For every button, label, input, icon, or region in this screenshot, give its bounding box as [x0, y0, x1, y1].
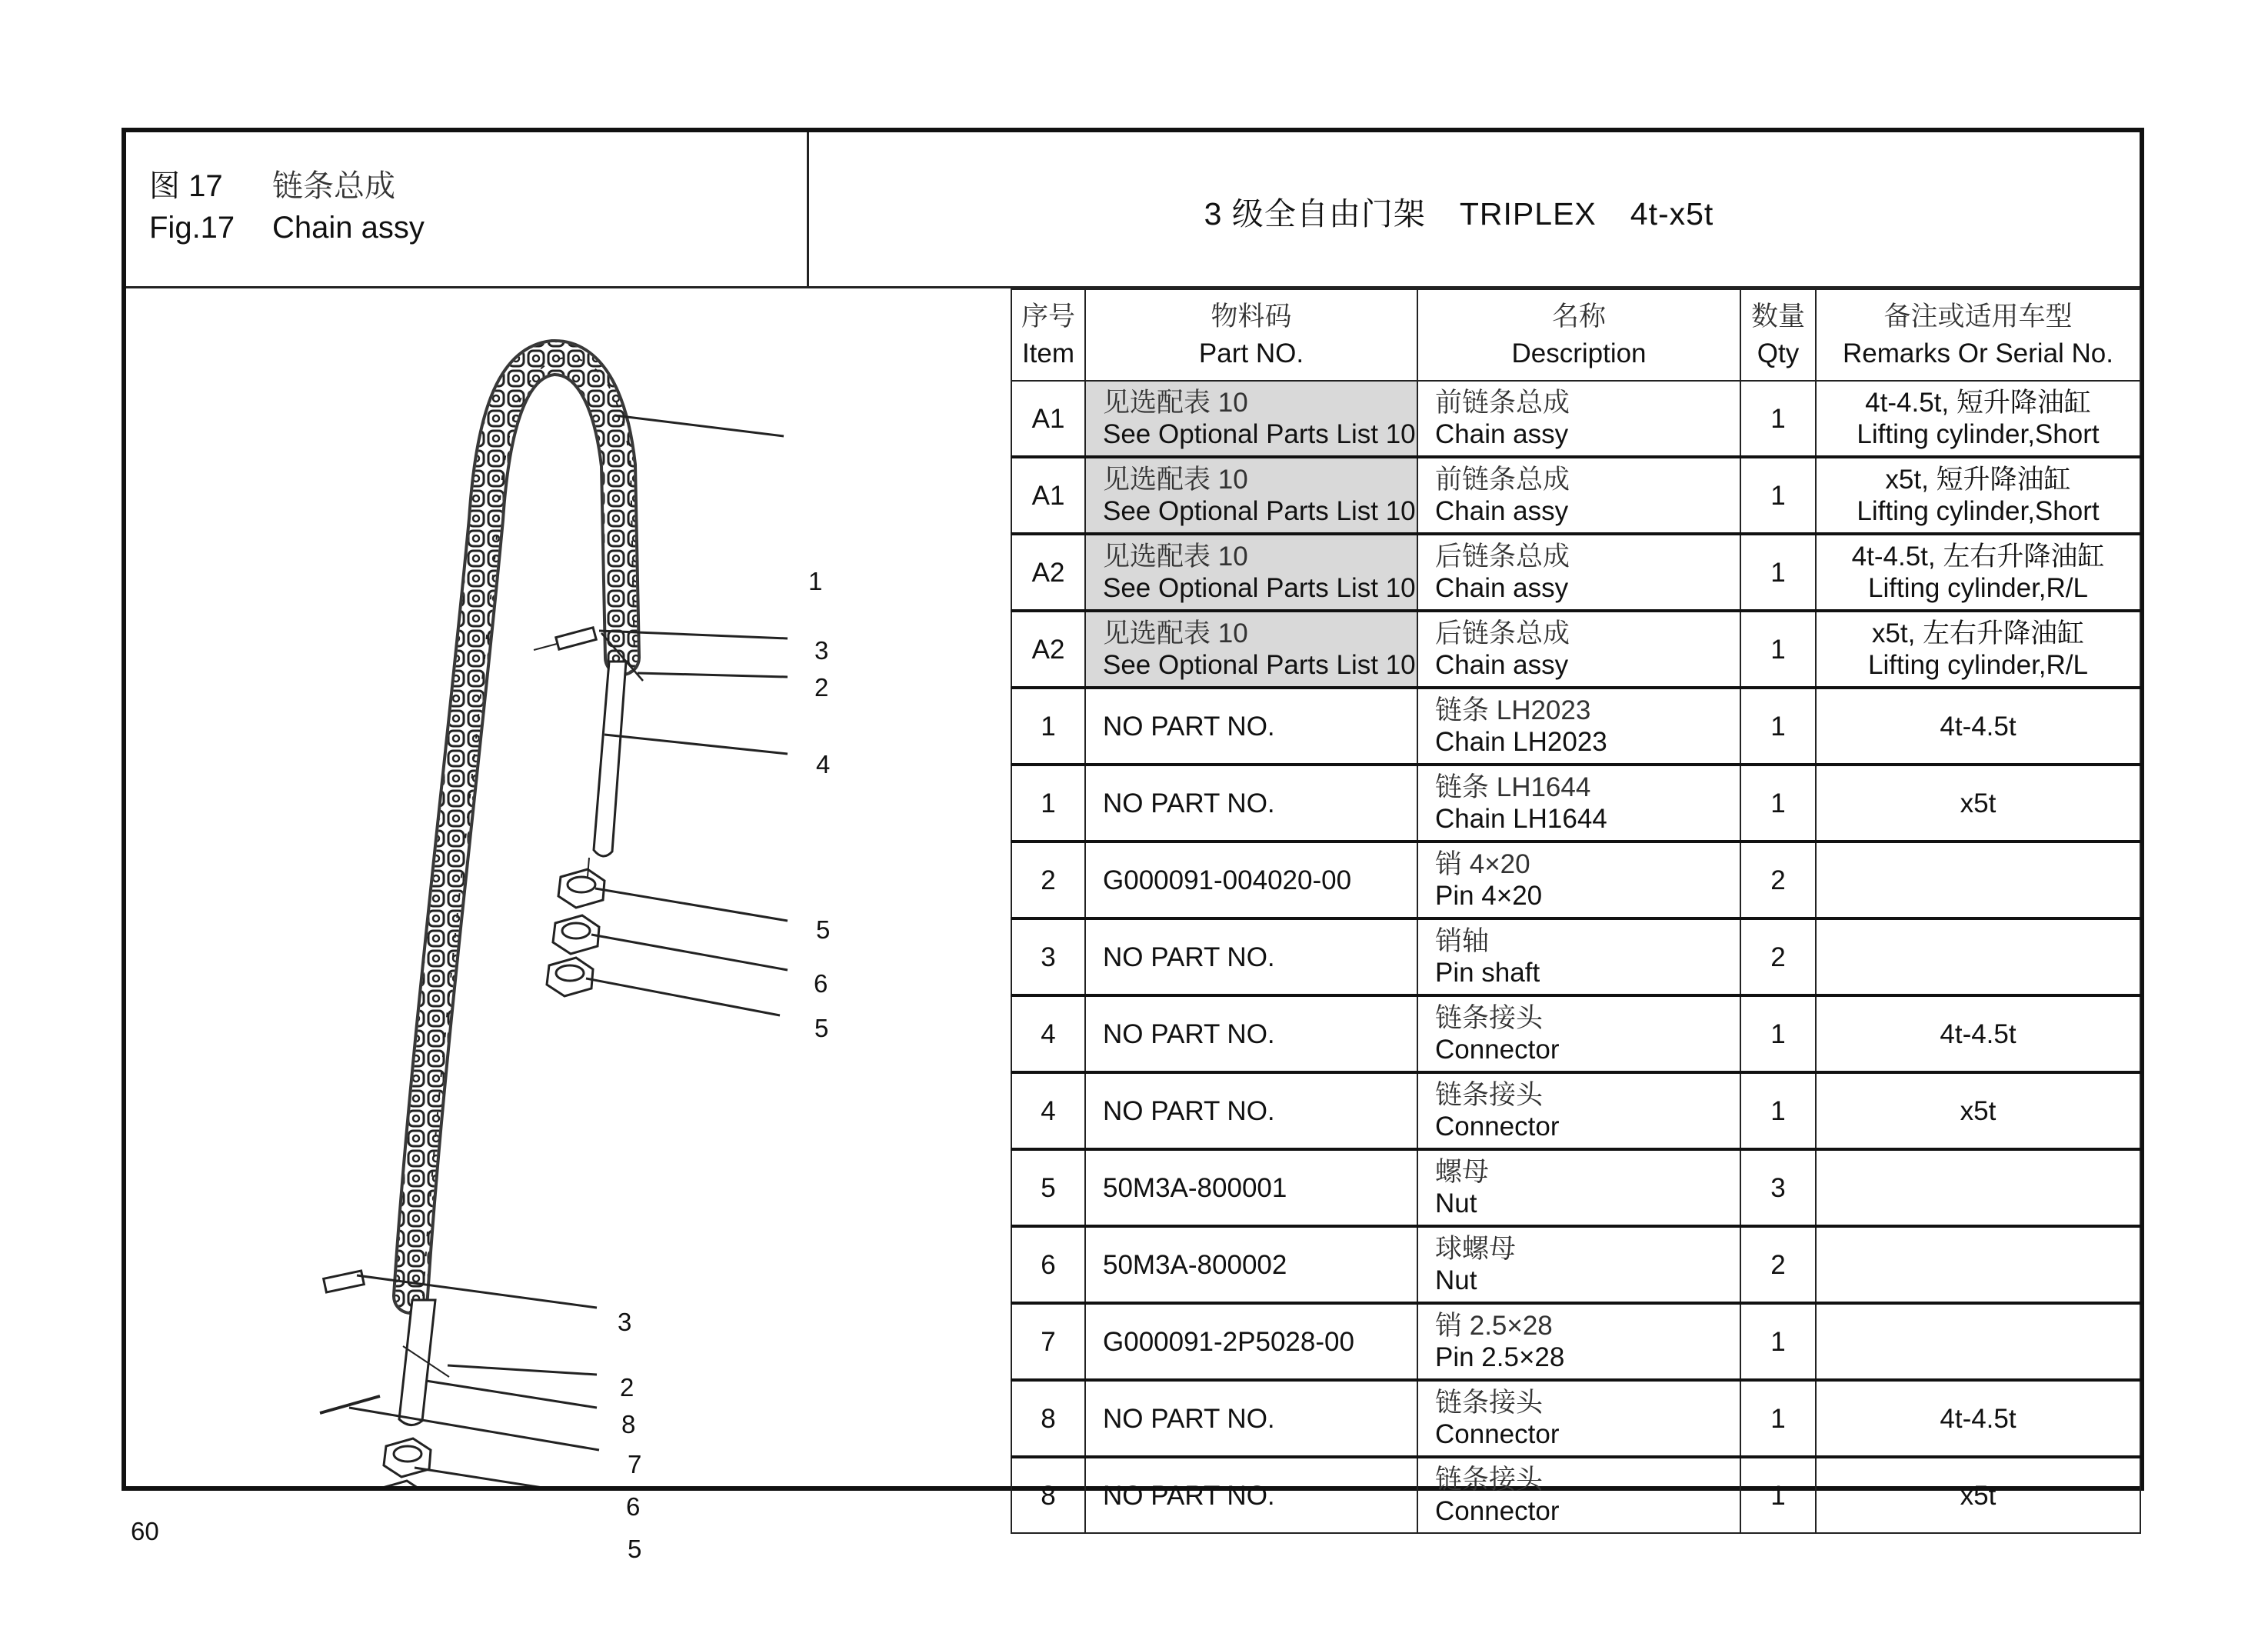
cell-item: A2 [1011, 534, 1085, 611]
cell-remarks: x5t, 短升降油缸 Lifting cylinder,Short [1816, 457, 2140, 534]
cell-part-no: 见选配表 10 See Optional Parts List 10 [1085, 611, 1417, 688]
cell-description: 链条接头 Connector [1417, 1457, 1740, 1533]
callout-5-lower: 5 [628, 1535, 642, 1563]
table-row [1011, 842, 2140, 918]
cell-part-no: 50M3A-800002 [1085, 1226, 1417, 1303]
cell-qty: 1 [1740, 1380, 1816, 1457]
callout-5a: 5 [816, 915, 831, 944]
cell-qty: 3 [1740, 1149, 1816, 1226]
cell-part-no: 见选配表 10 See Optional Parts List 10 [1085, 534, 1417, 611]
col-header-qty: 数量 Qty [1740, 289, 1816, 381]
cell-description: 销 2.5×28 Pin 2.5×28 [1417, 1303, 1740, 1380]
cell-item: 3 [1011, 918, 1085, 995]
cell-part-no: NO PART NO. [1085, 1457, 1417, 1533]
chain-assembly-drawing-icon [126, 288, 1011, 1486]
cell-part-no: NO PART NO. [1085, 1380, 1417, 1457]
callout-2: 2 [814, 673, 829, 702]
cell-part-no: G000091-2P5028-00 [1085, 1303, 1417, 1380]
callout-3: 3 [814, 636, 829, 665]
cell-remarks: x5t [1816, 1457, 2140, 1533]
cell-qty: 1 [1740, 534, 1816, 611]
table-row [1011, 1149, 2140, 1226]
cell-description: 前链条总成 Chain assy [1417, 381, 1740, 457]
cell-qty: 1 [1740, 381, 1816, 457]
cell-remarks: 4t-4.5t, 短升降油缸 Lifting cylinder,Short [1816, 381, 2140, 457]
callout-5b: 5 [814, 1014, 829, 1042]
cell-remarks [1816, 842, 2140, 918]
cell-item: 5 [1011, 1149, 1085, 1226]
figure-number-en: Fig.17 [149, 211, 235, 245]
cell-part-no: NO PART NO. [1085, 688, 1417, 765]
callout-3-lower: 3 [618, 1308, 632, 1336]
callout-4: 4 [816, 750, 831, 778]
parts-list-table [1011, 288, 2141, 1534]
cell-item: 8 [1011, 1457, 1085, 1533]
cell-qty: 1 [1740, 457, 1816, 534]
cell-item: A1 [1011, 381, 1085, 457]
cell-part-no: NO PART NO. [1085, 765, 1417, 842]
model-range: 4t-x5t [1630, 195, 1714, 232]
cell-item: 7 [1011, 1303, 1085, 1380]
model-title [1204, 188, 1714, 234]
cell-remarks: x5t [1816, 1072, 2140, 1149]
table-row [1011, 1457, 2140, 1533]
cell-part-no: NO PART NO. [1085, 1072, 1417, 1149]
table-row [1011, 534, 2140, 611]
cell-qty: 1 [1740, 765, 1816, 842]
cell-remarks: 4t-4.5t [1816, 1380, 2140, 1457]
col-header-part-no: 物料码 Part NO. [1085, 289, 1417, 381]
cell-remarks: x5t, 左右升降油缸 Lifting cylinder,R/L [1816, 611, 2140, 688]
table-header-row [1011, 289, 2140, 381]
cell-description: 销 4×20 Pin 4×20 [1417, 842, 1740, 918]
table-row [1011, 688, 2140, 765]
cell-part-no: G000091-004020-00 [1085, 842, 1417, 918]
cell-description: 链条接头 Connector [1417, 1380, 1740, 1457]
model-name-cn: 3 级全自由门架 [1204, 195, 1426, 232]
cell-qty: 2 [1740, 842, 1816, 918]
figure-name-en: Chain assy [272, 211, 425, 245]
table-row [1011, 1380, 2140, 1457]
cell-remarks: 4t-4.5t [1816, 688, 2140, 765]
callout-6a: 6 [814, 969, 828, 998]
page-number: 60 [131, 1517, 159, 1545]
cell-remarks [1816, 1226, 2140, 1303]
table-row [1011, 1072, 2140, 1149]
cell-remarks [1816, 1303, 2140, 1380]
cell-part-no: 见选配表 10 See Optional Parts List 10 [1085, 457, 1417, 534]
cell-part-no: 50M3A-800001 [1085, 1149, 1417, 1226]
col-header-remarks: 备注或适用车型 Remarks Or Serial No. [1816, 289, 2140, 381]
callout-1: 1 [808, 567, 823, 595]
cell-item: 2 [1011, 842, 1085, 918]
cell-remarks [1816, 1149, 2140, 1226]
cell-part-no: NO PART NO. [1085, 995, 1417, 1072]
figure-title-en [149, 211, 425, 245]
cell-description: 链条 LH2023 Chain LH2023 [1417, 688, 1740, 765]
cell-description: 后链条总成 Chain assy [1417, 611, 1740, 688]
figure-number-cn: 图 17 [149, 169, 223, 203]
callout-7-lower: 7 [628, 1450, 642, 1478]
col-header-item: 序号 Item [1011, 289, 1085, 381]
cell-description: 销轴 Pin shaft [1417, 918, 1740, 995]
table-row [1011, 381, 2140, 457]
model-type: TRIPLEX [1459, 195, 1597, 232]
cell-description: 链条 LH1644 Chain LH1644 [1417, 765, 1740, 842]
cell-item: 6 [1011, 1226, 1085, 1303]
table-row [1011, 1303, 2140, 1380]
table-row [1011, 995, 2140, 1072]
cell-item: 8 [1011, 1380, 1085, 1457]
cell-qty: 1 [1740, 1457, 1816, 1533]
figure-title-cn [149, 162, 395, 205]
cell-item: 1 [1011, 765, 1085, 842]
cell-item: 4 [1011, 1072, 1085, 1149]
table-row [1011, 765, 2140, 842]
table-row [1011, 918, 2140, 995]
cell-qty: 1 [1740, 1072, 1816, 1149]
cell-description: 链条接头 Connector [1417, 995, 1740, 1072]
cell-item: 4 [1011, 995, 1085, 1072]
cell-item: 1 [1011, 688, 1085, 765]
cell-qty: 1 [1740, 995, 1816, 1072]
cell-item: A1 [1011, 457, 1085, 534]
callout-6-lower: 6 [626, 1492, 641, 1521]
model-title-block [809, 132, 2140, 288]
cell-part-no: 见选配表 10 See Optional Parts List 10 [1085, 381, 1417, 457]
cell-description: 螺母 Nut [1417, 1149, 1740, 1226]
cell-description: 前链条总成 Chain assy [1417, 457, 1740, 534]
figure-title-block [126, 132, 809, 288]
cell-description: 链条接头 Connector [1417, 1072, 1740, 1149]
cell-description: 球螺母 Nut [1417, 1226, 1740, 1303]
cell-qty: 1 [1740, 688, 1816, 765]
cell-qty: 1 [1740, 1303, 1816, 1380]
cell-description: 后链条总成 Chain assy [1417, 534, 1740, 611]
col-header-description: 名称 Description [1417, 289, 1740, 381]
cell-qty: 2 [1740, 1226, 1816, 1303]
table-row [1011, 611, 2140, 688]
cell-qty: 2 [1740, 918, 1816, 995]
cell-remarks: 4t-4.5t [1816, 995, 2140, 1072]
cell-item: A2 [1011, 611, 1085, 688]
table-row [1011, 457, 2140, 534]
callout-2-lower: 2 [620, 1373, 634, 1402]
cell-remarks [1816, 918, 2140, 995]
cell-remarks: 4t-4.5t, 左右升降油缸 Lifting cylinder,R/L [1816, 534, 2140, 611]
figure-name-cn: 链条总成 [272, 169, 395, 203]
callout-8-lower: 8 [621, 1410, 636, 1438]
cell-part-no: NO PART NO. [1085, 918, 1417, 995]
cell-qty: 1 [1740, 611, 1816, 688]
table-row [1011, 1226, 2140, 1303]
cell-remarks: x5t [1816, 765, 2140, 842]
